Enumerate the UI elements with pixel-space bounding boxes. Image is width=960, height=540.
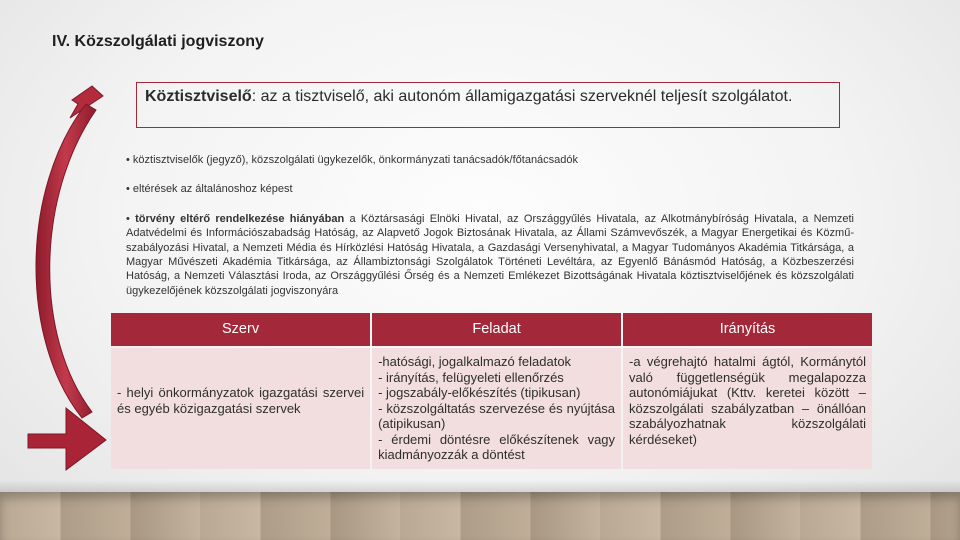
definition-term: Köztisztviselő <box>145 88 252 105</box>
organization-table <box>109 311 874 471</box>
feladat-line: - érdemi döntésre előkészítenek vagy kiadmányozzák a döntést <box>378 431 616 462</box>
feladat-line: -hatósági, jogalkalmazó feladatok <box>378 354 572 369</box>
arrow-head-right <box>28 408 106 470</box>
bullet-list <box>126 153 854 313</box>
feladat-line: - közszolgáltatás szervezése és nyújtása (atipikusan) <box>378 400 616 431</box>
table-row <box>111 348 872 469</box>
cell-iranyitas: -a végrehajtó hatalmi ágtól, Kormánytól való függetlenségük megalapozza autonómiájukat (Kttv. keretei között – közszolgálati szabályzatban – önállóan szabályozhatnak közszolgálati kérdéseket) <box>623 348 872 469</box>
bullet-item: • köztisztviselők (jegyző), közszolgálati ügykezelők, önkormányzati tanácsadók/főtanácsadók <box>126 154 579 166</box>
definition-box <box>136 82 840 128</box>
page-title: IV. Közszolgálati jogviszony <box>52 33 264 50</box>
feladat-line: - irányítás, felügyeleti ellenőrzés <box>378 369 564 385</box>
bullet-item: • eltérések az általánoshoz képest <box>126 183 293 196</box>
table-header-row <box>111 313 872 346</box>
feladat-line: - jogszabály-előkészítés (tipikusan) <box>378 385 581 400</box>
arrow-body <box>36 104 96 418</box>
column-header-szerv: Szerv <box>111 313 370 346</box>
column-header-feladat: Feladat <box>372 313 621 346</box>
column-header-iranyitas: Irányítás <box>623 313 872 346</box>
cell-feladat <box>372 348 621 469</box>
bullet-item: • törvény eltérő rendelkezése hiányában a Köztársasági Elnöki Hivatal, az Országgyűlés Hivatala, az Alkotmánybíróság Hivatala, a Nemzeti Adatvédelmi és Információszabadság Hatóság, az Alapvető Jogok Biztosának Hivatala, az Állami Számvevőszék, a Magyar Energetikai és Közmű-szabályozási Hivatal, a Nemzeti Média és Hírközlési Hatóság Hivatala, a Gazdasági Versenyhivatal, a Magyar Tudományos Akadémia Titkársága, a Magyar Művészeti Akadémia Titkársága, az Állambiztonsági Szolgálatok Történeti Levéltára, az Egyenlő Bánásmód Hatóság, a Közbeszerzési Hatóság, a Nemzeti Választási Iroda, az Országgyűlési Őrség és a Nemzeti Emlékezet Bizottságának Hivatala köztisztviselőjének és közszolgálati ügykezelőjének közszolgálati jogviszonyára <box>126 212 854 297</box>
definition-text: : az a tisztviselő, aki autonóm államigazgatási szerveknél teljesít szolgálatot. <box>251 88 793 105</box>
cell-szerv: - helyi önkormányzatok igazgatási szervei és egyéb közigazgatási szervek <box>111 348 370 469</box>
